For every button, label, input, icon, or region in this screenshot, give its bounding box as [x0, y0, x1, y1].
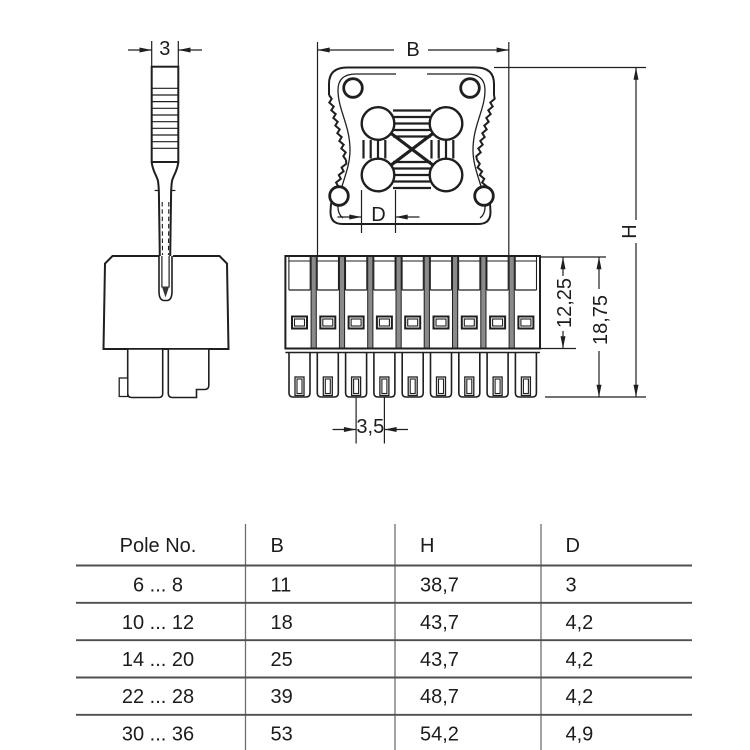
dim-label-height: H — [619, 224, 641, 239]
pole-module — [486, 257, 508, 397]
pole-module — [373, 257, 395, 397]
tool-tip — [162, 287, 169, 298]
table-cell: 18 — [270, 612, 293, 634]
table-cell: 30 ... 36 — [121, 723, 195, 746]
dim-label-spacing: D — [371, 204, 386, 226]
solder-pin — [402, 353, 423, 398]
pole-separator — [481, 256, 486, 349]
pole-separator — [509, 256, 514, 349]
front-view-strip — [285, 256, 540, 397]
table-cell: 39 — [270, 686, 293, 708]
solder-pin — [317, 353, 338, 398]
table-cell: 25 — [270, 649, 293, 671]
table-cell: 38,7 — [420, 574, 459, 597]
top-view-flange — [329, 68, 495, 225]
pole-module — [288, 257, 310, 397]
solder-pin — [431, 353, 452, 398]
table-cell: 4,2 — [565, 612, 594, 634]
pole-module — [458, 257, 480, 397]
table-cell: 10 ... 12 — [121, 612, 195, 634]
dim-label-width: B — [406, 39, 420, 61]
pole-module — [317, 257, 339, 397]
serrated-edge — [476, 95, 494, 160]
solder-pin — [487, 353, 508, 398]
dim-label-tool-width: 3 — [159, 38, 171, 60]
pole-module — [515, 257, 537, 397]
pole-module — [402, 257, 424, 397]
table-cell: 14 ... 20 — [121, 649, 195, 671]
table-header-b: B — [270, 535, 284, 557]
table-cell: 4,2 — [565, 649, 594, 671]
pole-module — [345, 257, 367, 397]
pole-separator — [453, 256, 458, 349]
spec-table — [76, 524, 692, 750]
pole-separators — [311, 256, 514, 349]
serrated-edge — [329, 95, 346, 160]
pole-separator — [424, 256, 429, 349]
table-cell: 22 ... 28 — [121, 686, 195, 708]
table-cell: 4,9 — [565, 723, 594, 746]
dim-label-total-part-height: 18,75 — [590, 294, 612, 346]
pole-separator — [311, 256, 316, 349]
table-cell: 43,7 — [420, 612, 459, 634]
table-cell: 48,7 — [420, 686, 459, 708]
pole-separator — [396, 256, 401, 349]
pole-module — [430, 257, 452, 397]
table-cell: 11 — [270, 574, 292, 597]
table-header-d: D — [565, 535, 580, 557]
pole-modules — [288, 257, 537, 397]
table-cell: 6 ... 8 — [132, 574, 184, 597]
table-cell: 43,7 — [420, 649, 459, 671]
solder-pin — [346, 353, 367, 398]
table-header-h: H — [420, 535, 435, 557]
solder-pin — [459, 353, 480, 398]
dim-label-pitch: 3,5 — [356, 416, 385, 438]
table-cell: 3 — [565, 574, 577, 597]
pole-separator — [339, 256, 344, 349]
side-view-tool-and-housing — [104, 41, 229, 398]
solder-pin — [289, 353, 310, 398]
table-cell: 4,2 — [565, 686, 594, 708]
dim-label-upper-height: 12,25 — [554, 277, 576, 329]
table-cell: 53 — [270, 723, 293, 746]
pole-separator — [368, 256, 373, 349]
table-header-pole-no: Pole No. — [119, 535, 197, 557]
solder-pin — [374, 353, 395, 398]
solder-pin — [515, 353, 536, 398]
table-cell: 54,2 — [420, 723, 459, 746]
